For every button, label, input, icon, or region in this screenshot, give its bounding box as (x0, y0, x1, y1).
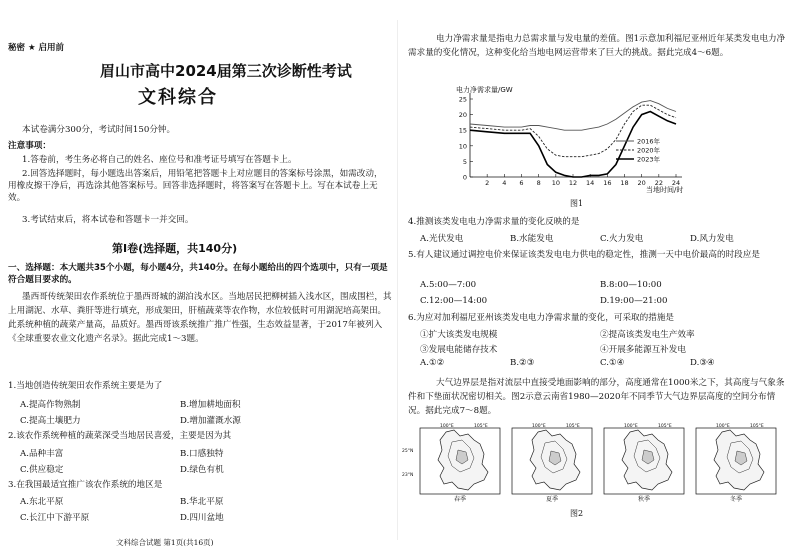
season-map-4 (696, 423, 776, 503)
map-lat-label: 23°N (402, 473, 414, 478)
y-tick-label: 10 (458, 142, 467, 151)
figure-1-caption: 图1 (570, 199, 584, 208)
season-map-1 (402, 423, 500, 503)
passage-1: 墨西哥传统架田农作系统位于墨西哥城的湖泊浅水区。当地居民把柳树插入浅水区，围成围栏，其上用湖泥、水草、粪肝等进行填充，形成架田，肝植蔬菜等农作物，水位较低时可用湖泥培高架田。此系统种植的蔬菜产量高，品质好。墨西哥该系统推广推广性强，生态效益显著，于2017年被列入《全球重要农业文化遗产名录》。据此完成1～3题。 (8, 292, 392, 344)
q5-option-b[interactable]: B.8:00—10:00 (600, 280, 662, 290)
x-tick-label: 2 (485, 179, 490, 187)
q3-option-b[interactable]: B.华北平原 (180, 497, 224, 507)
season-maps-svg (402, 424, 788, 504)
q1-option-d[interactable]: D.增加灌溉水源 (180, 416, 241, 426)
question-3: 3.在我国最适宜推广该农作系统的地区是 (8, 480, 163, 490)
map-lon-label: 100°E (532, 424, 546, 429)
q4-option-b[interactable]: B.水能发电 (510, 234, 554, 244)
y-tick-label: 15 (458, 126, 467, 135)
season-label: 秋季 (637, 496, 651, 503)
q5-option-c[interactable]: C.12:00—14:00 (420, 296, 488, 306)
q5-option-d[interactable]: D.19:00—21:00 (600, 296, 668, 306)
q1-option-b[interactable]: B.增加耕地面积 (180, 400, 241, 410)
q3-option-c[interactable]: C.长江中下游平原 (20, 513, 90, 523)
note-3: 3.考试结束后，将本试卷和答题卡一并交回。 (22, 215, 194, 225)
y-tick-label: 25 (458, 95, 467, 104)
q4-option-c[interactable]: C.火力发电 (600, 234, 644, 244)
exam-title: 眉山市高中2024届第三次诊断性考试 (100, 62, 352, 80)
season-label: 夏季 (545, 496, 559, 503)
x-tick-label: 18 (620, 179, 629, 187)
x-tick-label: 4 (502, 179, 507, 187)
q6-option-b[interactable]: B.②③ (510, 358, 535, 368)
map-lat-label: 25°N (402, 449, 414, 454)
x-tick-label: 14 (586, 179, 595, 187)
map-lon-label: 105°E (566, 424, 580, 429)
chart-ylabel: 电力净需求量/GW (456, 86, 513, 94)
q6-item-4: ④开展多能源互补发电 (600, 345, 686, 355)
q2-option-a[interactable]: A.品种丰富 (20, 449, 64, 459)
y-tick-label: 20 (458, 111, 467, 120)
season-label: 春季 (453, 496, 467, 503)
series-line-2016年 (470, 101, 676, 131)
note-2: 2.回答选择题时，每小题选出答案后，用铅笔把答题卡上对应题目的答案标号涂黑，如需改动，用橡皮擦干净后，再选涂其他答案标号。回答非选择题时，将答案写在答题卡上。写在本试卷上无效。 (8, 169, 383, 203)
x-tick-label: 6 (519, 179, 524, 187)
q6-option-a[interactable]: A.①② (420, 358, 445, 368)
x-tick-label: 10 (551, 179, 560, 187)
map-lon-label: 100°E (716, 424, 730, 429)
intro-passage: 电力净需求量是指电力总需求量与发电量的差值。图1示意加利福尼亚州近年某类发电电力净需求量的变化情况，这种变化给当地电网运营带来了巨大的挑战。据此完成4～6题。 (408, 34, 786, 58)
chart-xlabel: 当地时间/时 (646, 186, 684, 194)
q6-item-2: ②提高该类发电生产效率 (600, 330, 695, 340)
q2-option-b[interactable]: B.口感独特 (180, 449, 224, 459)
passage-2: 大气边界层是指对流层中直接受地面影响的部分，高度通常在1000米之下，其高度与气象条件和下垫面状况密切相关。图2示意云南省1980—2020年不同季节大气边界层高度的空间分布情况。据此完成7～8题。 (408, 378, 785, 416)
map-lon-label: 105°E (750, 424, 764, 429)
y-tick-label: 5 (462, 157, 467, 166)
q5-option-a[interactable]: A.5:00—7:00 (420, 280, 477, 290)
q1-option-a[interactable]: A.提高作物熟制 (20, 400, 81, 410)
q2-option-d[interactable]: D.绿色有机 (180, 465, 224, 475)
figure-1-chart (448, 84, 694, 196)
x-tick-label: 12 (568, 179, 578, 187)
question-1: 1.当地创造传统架田农作系统主要是为了 (8, 381, 163, 391)
x-tick-label: 20 (637, 179, 646, 187)
q6-item-3: ③发展电能储存技术 (420, 345, 498, 355)
season-map-2 (512, 423, 592, 503)
question-4: 4.推测该类发电电力净需求量的变化反映的是 (408, 217, 580, 227)
season-label: 冬季 (729, 496, 743, 503)
x-tick-label: 22 (654, 179, 663, 187)
legend-label: 2023年 (637, 155, 661, 164)
q3-option-d[interactable]: D.四川盆地 (180, 513, 224, 523)
q1-option-c[interactable]: C.提高土壤肥力 (20, 416, 81, 426)
q6-item-1: ①扩大该类发电规模 (420, 330, 498, 340)
y-tick-label: 0 (462, 173, 467, 182)
q4-option-a[interactable]: A.光伏发电 (420, 234, 464, 244)
figure-2-maps (402, 424, 788, 504)
question-2: 2.该农作系统种植的蔬菜深受当地居民喜爱，主要是因为其 (8, 431, 232, 441)
notes-title: 注意事项： (8, 141, 51, 151)
map-lon-label: 105°E (658, 424, 672, 429)
x-tick-label: 16 (603, 179, 612, 187)
secret-label: 秘密 ★ 启用前 (8, 43, 65, 53)
legend-label: 2016年 (637, 137, 661, 146)
q2-option-c[interactable]: C.供应稳定 (20, 465, 64, 475)
mc-instruction: 一、选择题：本大题共35个小题，每小题4分，共140分。在每小题给出的四个选项中，只有一项是符合题目要求的。 (8, 263, 388, 285)
question-5: 5.有人建议通过调控电价来保证该类发电电力供电的稳定性，推测一天中电价最高的时段应是 (408, 250, 760, 260)
section-title: 第Ⅰ卷(选择题，共140分) (112, 242, 238, 255)
q4-option-d[interactable]: D.风力发电 (690, 234, 734, 244)
x-tick-label: 24 (671, 179, 681, 187)
question-6: 6.为应对加利福尼亚州该类发电电力净需求量的变化，可采取的措施是 (408, 313, 675, 323)
exam-info: 本试卷满分300分，考试时间150分钟。 (22, 125, 176, 135)
legend-label: 2020年 (637, 146, 661, 155)
q6-option-d[interactable]: D.③④ (690, 358, 715, 368)
figure-2-caption: 图2 (570, 509, 584, 518)
q6-option-c[interactable]: C.①④ (600, 358, 625, 368)
q3-option-a[interactable]: A.东北平原 (20, 497, 64, 507)
page-footer: 文科综合试题 第1页(共16页) (116, 538, 214, 547)
season-map-3 (604, 423, 684, 503)
x-tick-label: 8 (536, 179, 541, 187)
map-lon-label: 100°E (624, 424, 638, 429)
map-lon-label: 105°E (474, 424, 488, 429)
note-1: 1.答卷前，考生务必将自己的姓名、座位号和准考证号填写在答题卡上。 (22, 155, 297, 165)
map-lon-label: 100°E (440, 424, 454, 429)
right-page (398, 0, 794, 560)
exam-subtitle: 文科综合 (138, 87, 218, 108)
